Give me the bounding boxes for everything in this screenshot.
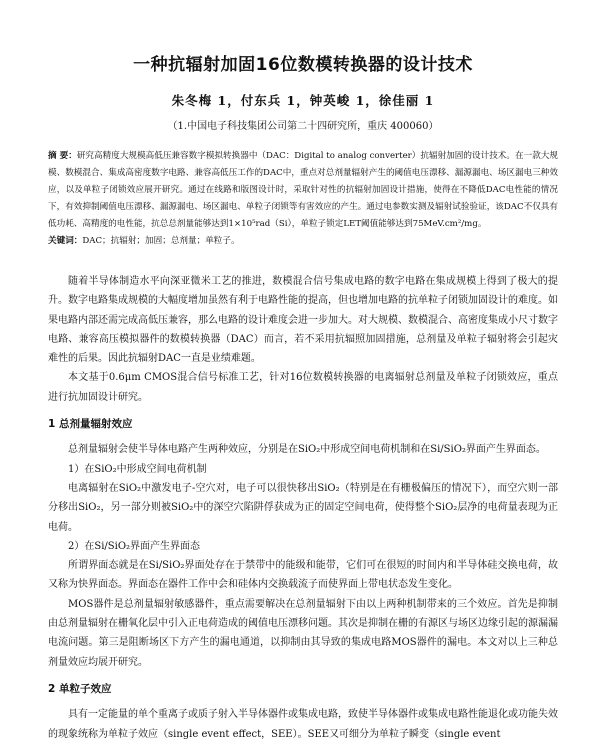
section-1-paragraph-4: MOS器件是总剂量辐射敏感器件，重点需要解决在总剂量辐射下由以上两种机制带来的三个效应。首先是抑制由总剂量辐射在栅氧化层中引入正电荷造成的阈值电压漂移问题。其次是抑制在栅的有源区与场区边缘引起的源漏漏电流问题。第三是阻断场区下方产生的漏电通道，以抑制由其导致的集成电路MOS器件的漏电。本文对以上三种总剂量效应均展开研究。 [48, 598, 558, 668]
body-text [48, 272, 558, 744]
section-1-subheading-1: 1）在SiO₂中形成空间电荷机制 [68, 463, 207, 475]
keywords-label: 关键词： [48, 236, 83, 246]
section-1-paragraph-2: 电离辐射在SiO₂中激发电子-空穴对，电子可以很快移出SiO₂（特别是在有栅极偏压的情况下），而空穴则一部分移出SiO₂，另一部分则被SiO₂中的深空穴陷阱俘获成为正的固定空间电荷，使得整个SiO₂层净的电荷量表现为正电荷。 [48, 482, 558, 533]
intro-paragraph-1: 随着半导体制造水平向深亚微米工艺的推进，数模混合信号集成电路的数字电路在集成规模上得到了极大的提升。数字电路集成规模的大幅度增加虽然有利于电路性能的提高，但也增加电路的抗单粒子闭锁加固设计的难度。如果电路内部还需完成高低压兼容，那么电路的设计难度会进一步加大。对大规模、数模混合、高密度集成小尺寸数字电路、兼容高压模拟器件的数模转换器（DAC）而言，若不采用抗辐照加固措施，总剂量及单粒子辐射将会引起灾难性的后果。因此抗辐射DAC一直是业绩难题。 [48, 276, 558, 365]
section-2-paragraph-1: 具有一定能量的单个重离子或质子射入半导体器件或集成电路，致使半导体器件或集成电路性能退化或功能失效的现象统称为单粒子效应（single event effect，SEE）。SEE又可细分为单粒子瞬变（single event [48, 709, 558, 740]
author-list: 朱冬梅 1，付东兵 1，钟英峻 1，徐佳丽 1 [171, 93, 435, 108]
section-heading-1: 1 总剂量辐射效应 [48, 418, 133, 431]
section-1-subheading-2: 2）在Si/SiO₂界面产生界面态 [68, 540, 201, 552]
section-heading-2: 2 单粒子效应 [48, 682, 112, 695]
intro-paragraph-2: 本文基于0.6μm CMOS混合信号标准工艺，针对16位数模转换器的电离辐射总剂量及单粒子闭锁效应，重点进行抗加固设计研究。 [48, 372, 558, 403]
abstract [48, 148, 558, 233]
keywords-text: DAC；抗辐射；加固；总剂量；单粒子。 [82, 236, 240, 246]
keywords [48, 233, 558, 250]
abstract-text: 研究高精度大规模高低压兼容数字模拟转换器中（DAC：Digital to analog converter）抗辐射加固的设计技术。在一款大规模、数模混合、集成高密度数字电路、兼容高低压工作的DAC中，重点对总剂量辐射产生的阈值电压漂移、漏源漏电、场区漏电三种效应，以及单粒子闭锁效应展开研究。通过在线路和版图设计时，采取针对性的抗辐射加固设计措施，使得在不降低DAC电性能的情况下，有效抑制阈值电压漂移、漏源漏电、场区漏电、单粒子闭锁等有害效应的产生。通过电参数实测及辐射试验验证，该DAC不仅具有低功耗、高精度的电性能，抗总总剂量能够达到1×10⁵rad（Si），单粒子锁定LET阈值能够达到75MeV.cm²/mg。 [48, 151, 558, 229]
section-1-paragraph-1: 总剂量辐射会使半导体电路产生两种效应，分别是在SiO₂中形成空间电荷机制和在Si/SiO₂界面产生界面态。 [68, 444, 546, 456]
affiliation: （1.中国电子科技集团公司第二十四研究所，重庆 400060） [167, 121, 439, 132]
abstract-label: 摘 要： [48, 151, 77, 161]
section-1-paragraph-3: 所谓界面态就是在Si/SiO₂界面处存在于禁带中的能级和能带，它们可在很短的时间内和半导体硅交换电荷，故又称为快界面态。界面态在器件工作中会和硅体内交换载流子而使界面上带电状态发生变化。 [48, 560, 558, 591]
paper-title: 一种抗辐射加固16位数模转换器的设计技术 [133, 55, 473, 75]
